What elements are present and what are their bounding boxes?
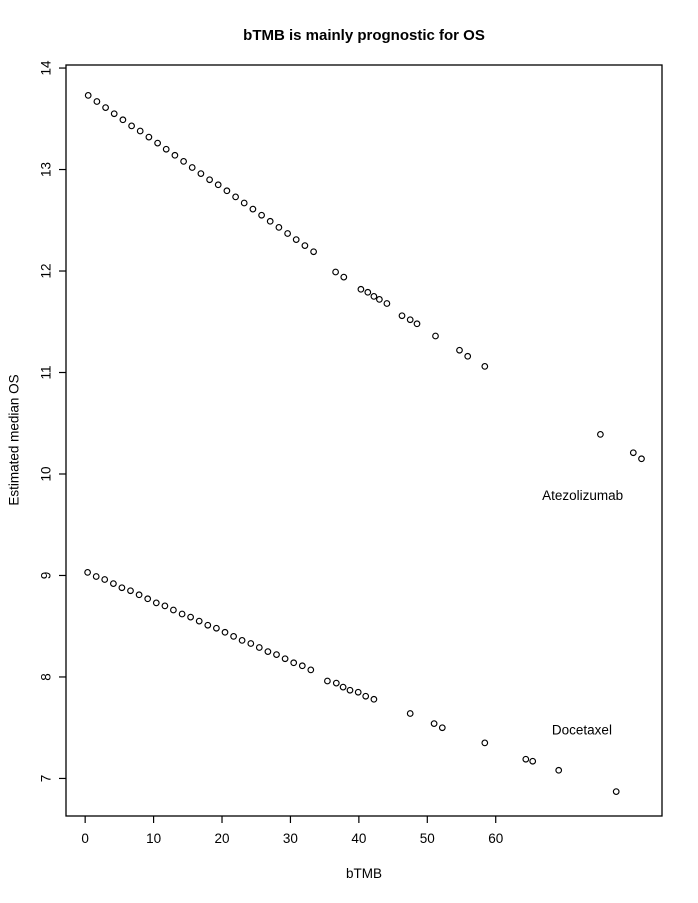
data-point-docetaxel	[482, 740, 488, 746]
data-point-docetaxel	[222, 630, 228, 636]
data-point-atezolizumab	[172, 153, 178, 159]
data-point-atezolizumab	[482, 364, 488, 370]
data-point-atezolizumab	[233, 194, 239, 200]
data-point-atezolizumab	[215, 182, 221, 188]
data-point-atezolizumab	[333, 269, 339, 275]
data-point-atezolizumab	[224, 188, 230, 194]
series-label-docetaxel: Docetaxel	[551, 722, 612, 738]
data-point-docetaxel	[205, 622, 211, 628]
data-point-docetaxel	[179, 611, 185, 617]
data-point-docetaxel	[257, 645, 263, 651]
data-point-atezolizumab	[293, 237, 299, 243]
data-point-atezolizumab	[399, 313, 405, 319]
data-point-docetaxel	[355, 689, 361, 695]
chart-title: bTMB is mainly prognostic for OS	[243, 27, 485, 44]
data-point-docetaxel	[93, 574, 99, 580]
data-point-docetaxel	[145, 596, 151, 602]
data-point-docetaxel	[407, 711, 413, 717]
data-point-atezolizumab	[85, 93, 91, 99]
x-axis-label: bTMB	[345, 866, 382, 881]
data-point-atezolizumab	[365, 290, 371, 296]
data-point-atezolizumab	[267, 219, 273, 225]
data-point-atezolizumab	[129, 123, 135, 129]
y-tick-label: 14	[38, 60, 54, 76]
y-axis-label: Estimated median OS	[6, 374, 22, 506]
data-point-atezolizumab	[276, 225, 282, 231]
data-point-atezolizumab	[111, 111, 117, 117]
data-point-docetaxel	[530, 758, 536, 764]
data-point-docetaxel	[196, 618, 202, 624]
data-point-atezolizumab	[311, 249, 317, 255]
data-point-docetaxel	[340, 684, 346, 690]
data-point-atezolizumab	[384, 301, 390, 307]
data-point-docetaxel	[154, 600, 160, 606]
data-point-docetaxel	[431, 721, 437, 727]
data-point-docetaxel	[291, 660, 297, 666]
data-point-atezolizumab	[302, 243, 308, 249]
data-point-atezolizumab	[259, 212, 265, 218]
data-point-docetaxel	[300, 663, 306, 669]
data-point-atezolizumab	[598, 432, 604, 438]
data-point-docetaxel	[556, 768, 562, 774]
data-point-atezolizumab	[155, 140, 161, 146]
data-point-docetaxel	[308, 667, 314, 673]
data-point-docetaxel	[136, 592, 142, 598]
data-point-atezolizumab	[414, 321, 420, 327]
data-point-atezolizumab	[207, 177, 213, 183]
y-tick-label: 7	[38, 774, 54, 783]
data-point-atezolizumab	[181, 159, 187, 165]
data-point-docetaxel	[239, 638, 245, 644]
data-point-docetaxel	[523, 756, 529, 762]
data-point-docetaxel	[325, 678, 331, 684]
y-tick-label: 11	[38, 365, 54, 380]
data-point-docetaxel	[334, 680, 340, 686]
data-point-docetaxel	[613, 789, 619, 795]
data-point-atezolizumab	[433, 333, 439, 339]
y-tick-label: 8	[38, 673, 54, 681]
data-point-atezolizumab	[163, 146, 169, 152]
x-tick-label: 20	[214, 831, 230, 846]
data-point-atezolizumab	[465, 354, 471, 360]
data-point-atezolizumab	[371, 294, 377, 300]
data-point-docetaxel	[274, 652, 280, 658]
data-point-docetaxel	[231, 634, 237, 640]
data-point-docetaxel	[102, 577, 108, 583]
data-point-docetaxel	[119, 585, 125, 591]
data-point-atezolizumab	[377, 297, 383, 303]
x-tick-label: 60	[488, 831, 504, 846]
data-point-docetaxel	[188, 614, 194, 620]
data-point-docetaxel	[440, 725, 446, 731]
data-point-atezolizumab	[198, 171, 204, 177]
x-tick-label: 50	[419, 831, 435, 846]
data-point-docetaxel	[248, 641, 254, 647]
data-point-atezolizumab	[146, 134, 152, 140]
data-point-atezolizumab	[137, 128, 143, 134]
data-point-atezolizumab	[250, 206, 256, 212]
data-point-docetaxel	[85, 570, 91, 576]
y-tick-label: 9	[38, 571, 54, 580]
data-point-docetaxel	[162, 603, 168, 609]
data-point-docetaxel	[171, 607, 177, 613]
data-point-atezolizumab	[358, 287, 364, 293]
x-tick-label: 10	[146, 831, 162, 846]
data-point-atezolizumab	[341, 274, 347, 280]
data-point-docetaxel	[282, 656, 288, 662]
data-point-atezolizumab	[120, 117, 126, 123]
data-point-atezolizumab	[631, 450, 637, 456]
x-tick-label: 30	[282, 831, 298, 846]
data-point-docetaxel	[265, 649, 271, 655]
data-point-docetaxel	[111, 581, 117, 587]
data-point-atezolizumab	[407, 317, 413, 323]
series-label-atezolizumab: Atezolizumab	[542, 488, 624, 504]
x-tick-label: 40	[351, 831, 367, 846]
data-point-docetaxel	[128, 588, 134, 594]
data-point-docetaxel	[371, 697, 377, 703]
y-tick-label: 13	[38, 162, 54, 178]
data-point-docetaxel	[363, 693, 369, 699]
data-point-atezolizumab	[103, 105, 109, 111]
data-point-atezolizumab	[639, 456, 645, 462]
data-point-atezolizumab	[457, 347, 463, 353]
plot-frame	[66, 65, 662, 816]
data-point-atezolizumab	[285, 231, 291, 237]
data-point-atezolizumab	[189, 165, 195, 171]
x-tick-label: 0	[81, 831, 89, 846]
data-point-docetaxel	[214, 625, 220, 631]
y-tick-label: 12	[38, 263, 54, 279]
data-point-docetaxel	[347, 687, 353, 693]
y-tick-label: 10	[38, 466, 54, 482]
data-point-atezolizumab	[241, 200, 247, 206]
data-point-atezolizumab	[94, 99, 100, 105]
